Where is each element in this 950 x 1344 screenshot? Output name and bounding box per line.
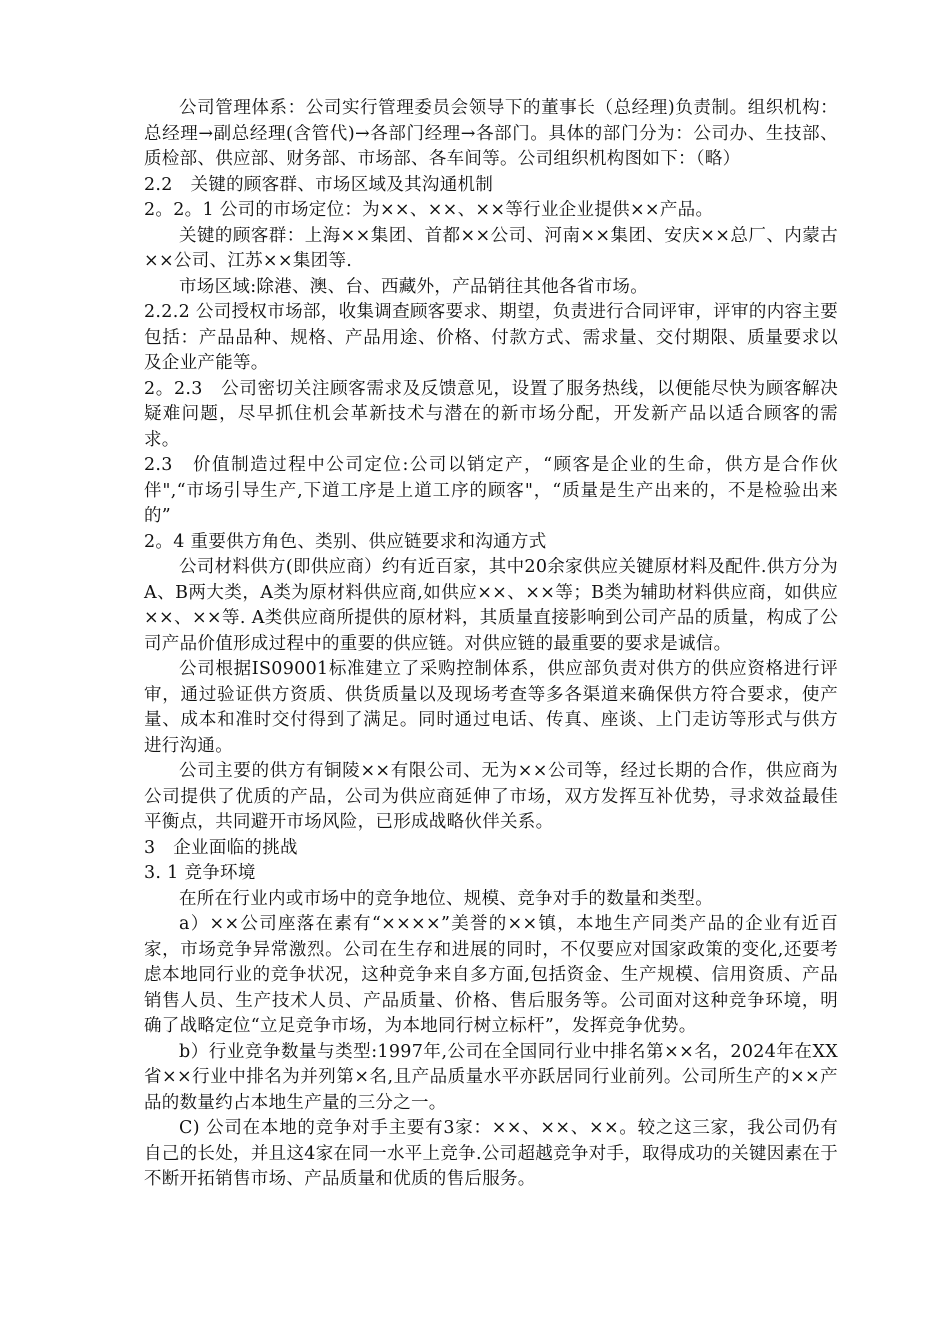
paragraph-2-2-3: 2。2.3 公司密切关注顾客需求及反馈意见，设置了服务热线，以便能尽快为顾客解决疑难问题，尽早抓住机会革新技术与潜在的新市场分配，开发新产品以适合顾客的需求。 [144, 378, 838, 450]
paragraph-item-b: b）行业竞争数量与类型:1997年,公司在全国同行业中排名第××名，2024年在XX省××行业中排名为并列第×名,且产品质量水平亦跃居同行业前列。公司所生产的××产品的数量约占本地生产量的三分之一。 [144, 1041, 838, 1113]
heading-2-2: 2.2 关键的顾客群、市场区域及其沟通机制 [144, 174, 494, 195]
paragraph-main-suppliers: 公司主要的供方有铜陵××有限公司、无为××公司等，经过长期的合作，供应商为公司提供了优质的产品，公司为供应商延伸了市场，双方发挥互补优势，寻求效益最佳平衡点，共同避开市场风险，已形成战略伙伴关系。 [144, 761, 838, 832]
paragraph-key-customers: 关键的顾客群：上海××集团、首都××公司、河南××集团、安庆××总厂、内蒙古××公司、江苏××集团等. [144, 225, 838, 271]
paragraph-management-system: 公司管理体系：公司实行管理委员会领导下的董事长（总经理)负责制。组织机构：总经理→副总经理(含管代)→各部门经理→各部门。具体的部门分为：公司办、生技部、质检部、供应部、财务部、市场部、各车间等。公司组织机构图如下：（略） [144, 98, 838, 169]
paragraph-2-3: 2.3 价值制造过程中公司定位:公司以销定产，“顾客是企业的生命，供方是合作伙伴",“市场引导生产,下道工序是上道工序的顾客"，“质量是生产出来的，不是检验出来的” [144, 455, 838, 526]
paragraph-competitive-position: 在所在行业内或市场中的竞争地位、规模、竞争对手的数量和类型。 [179, 888, 713, 909]
paragraph-iso9001: 公司根据IS09001标准建立了采购控制体系，供应部负责对供方的供应资格进行评审，通过验证供方资质、供货质量以及现场考查等多各渠道来确保供方符合要求，使产量、成本和准时交付得到了满足。同时通过电话、传真、座谈、上门走访等形式与供方进行沟通。 [144, 659, 838, 756]
heading-3: 3 企业面临的挑战 [144, 837, 298, 858]
heading-2-4: 2。4 重要供方角色、类别、供应链要求和沟通方式 [144, 531, 547, 552]
paragraph-suppliers: 公司材料供方(即供应商）约有近百家，其中20余家供应关键原材料及配件.供方分为A、B两大类，A类为原材料供应商,如供应××、××等；B类为辅助材料供应商，如供应××、××等. A类供应商所提供的原材料，其质量直接影响到公司产品的质量，构成了公司产品价值形成过程中的重要的供应链。对供应链的最重要的要求是诚信。 [144, 557, 838, 654]
heading-3-1: 3. 1 竞争环境 [144, 863, 256, 883]
paragraph-market-region: 市场区域:除港、澳、台、西藏外，产品销往其他各省市场。 [179, 276, 648, 297]
paragraph-item-c: C) 公司在本地的竞争对手主要有3家：××、××、××。较之这三家，我公司仍有自己的长处，并且这4家在同一水平上竞争.公司超越竞争对手，取得成功的关键因素在于不断开拓销售市场、产品质量和优质的售后服务。 [144, 1118, 838, 1189]
paragraph-2-2-2: 2.2.2 公司授权市场部，收集调查顾客要求、期望，负责进行合同评审，评审的内容主要包括：产品品种、规格、产品用途、价格、付款方式、需求量、交付期限、质量要求以及企业产能等。 [144, 302, 838, 373]
paragraph-item-a: a）××公司座落在素有“××××”美誉的××镇，本地生产同类产品的企业有近百家，市场竞争异常激烈。公司在生存和进展的同时，不仅要应对国家政策的变化,还要考虑本地同行业的竞争状况，这种竞争来自多方面,包括资金、生产规模、信用资质、产品销售人员、生产技术人员、产品质量、价格、售后服务等。公司面对这种竞争环境，明确了战略定位“立足竞争市场，为本地同行树立标杆”，发挥竞争优势。 [144, 914, 838, 1036]
heading-2-2-1: 2。2。1 公司的市场定位：为××、××、××等行业企业提供××产品。 [144, 200, 714, 220]
document-page [144, 96, 838, 1193]
